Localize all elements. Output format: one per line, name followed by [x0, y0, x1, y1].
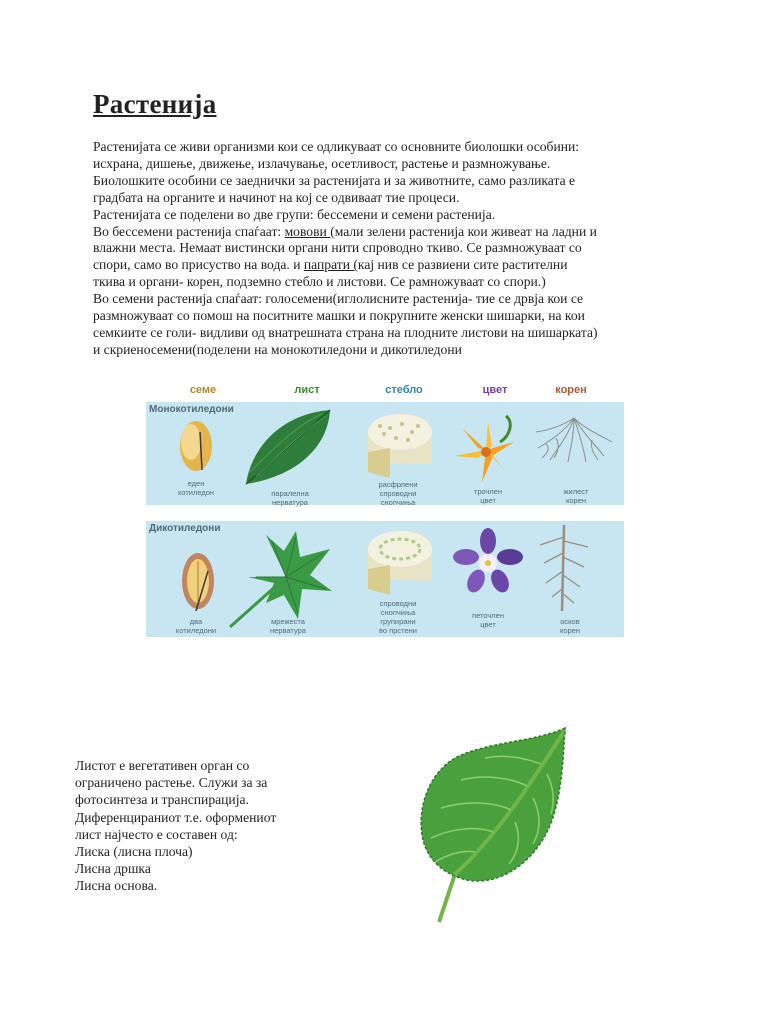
dicot-stem-icon: [360, 527, 440, 597]
link-ferns[interactable]: папрати (: [303, 257, 358, 273]
text-line: Биолошките особини се заеднички за растенијата и за животните, само разликата е: [93, 172, 576, 188]
text-line: исхрана, дишење, движење, излачување, осетливост, растење и размножување.: [93, 155, 551, 171]
link-mosses[interactable]: мовови: [284, 223, 331, 239]
monocot-seed-icon: [176, 418, 216, 476]
dicot-title: Дикотиледони: [149, 523, 221, 534]
text-line: [93, 224, 693, 241]
caption-ring-bundles: спроводни снопчиња групирани во прстени: [379, 599, 417, 635]
text-segment: спори, само во присуство на вода. и: [93, 257, 304, 273]
text-line: размножуваат со помош на поситните машки и покрупните женски шишарки, на кои: [93, 308, 585, 324]
text-line: Лиска (лисна плоча): [75, 844, 193, 860]
page-title: Растенија: [93, 89, 217, 119]
text-line: Растенијата се живи организми кои се одликуваат со основните биолошки особини:: [93, 139, 580, 154]
parallel-leaf-icon: [242, 406, 336, 488]
caption-five-part-flower: петочлен цвет: [472, 611, 504, 629]
monocot-stem-icon: [360, 412, 440, 480]
monocot-title: Монокотиледони: [149, 404, 234, 415]
text-line: фотосинтеза и транспирација.: [75, 792, 249, 808]
caption-fibrous-root: жилест корен: [563, 487, 589, 505]
text-line: Листот е вегетативен орган со: [75, 758, 250, 773]
text-segment: Во бессемени растенија спаѓаат:: [93, 223, 285, 239]
text-line: и скриеносемени(поделени на монокотиледони и дикотиледони: [93, 341, 462, 357]
text-line: Растенијата се поделени во две групи: бессемени и семени растенија.: [93, 206, 496, 222]
intro-text: [93, 139, 693, 359]
netted-leaf-icon: [226, 527, 336, 631]
dicot-panel: [146, 521, 624, 637]
column-header-seed: семе: [189, 384, 217, 396]
column-header-root: корен: [555, 384, 587, 396]
caption-netted-venation: мрежеста нерватура: [270, 617, 306, 635]
taproot-icon: [534, 523, 594, 613]
monocot-dicot-diagram: [146, 384, 624, 640]
text-line: градбата на органите и начинот на кој се одвиваат тие процеси.: [93, 189, 460, 205]
text-segment: кај нив се развиени сите растителни: [357, 257, 568, 273]
text-line: [93, 257, 693, 274]
column-header-stem: стебло: [385, 384, 423, 396]
caption-scattered-bundles: расфрлени спроводни снопчиња: [378, 480, 418, 507]
fibrous-root-icon: [534, 412, 614, 464]
column-header-leaf: лист: [294, 384, 320, 396]
monocot-panel: [146, 402, 624, 505]
text-line: ткива и органи- корен, подземно стебло и листови. Се рамножуваат со спори.): [93, 274, 546, 290]
birch-leaf-icon: [415, 724, 575, 924]
text-line: Во семени растенија спаѓаат: голосемени(иглолисните растенија- тие се дрвја кои се: [93, 291, 584, 307]
text-line: семкиите се голи- видливи од внатрешната страна на плодните листови на шишарката): [93, 324, 598, 340]
text-line: ограничено растење. Служи за за: [75, 775, 268, 791]
text-line: лист најчесто е составен од:: [75, 826, 238, 842]
caption-one-cotyledon: еден котиледон: [177, 479, 215, 497]
text-segment: (мали зелени растенија кои живеат на ладни и: [330, 223, 597, 239]
three-part-flower-icon: [448, 412, 526, 486]
caption-three-part-flower: трочлен цвет: [473, 487, 503, 505]
caption-taproot: осков корен: [559, 617, 581, 635]
leaf-description: [75, 757, 335, 895]
text-line: Лисна дршка: [75, 861, 151, 877]
text-line: Диференцираниот т.е. оформениот: [75, 809, 277, 825]
five-part-flower-icon: [452, 527, 526, 599]
caption-parallel-venation: паралелна нерватура: [271, 489, 309, 507]
column-header-flower: цвет: [482, 384, 508, 396]
caption-two-cotyledons: два котиледони: [175, 617, 217, 635]
dicot-seed-icon: [178, 549, 218, 613]
text-line: влажни места. Немаат вистински органи нити спроводно ткиво. Се размножуваат со: [93, 240, 582, 256]
text-line: Лисна основа.: [75, 878, 158, 894]
